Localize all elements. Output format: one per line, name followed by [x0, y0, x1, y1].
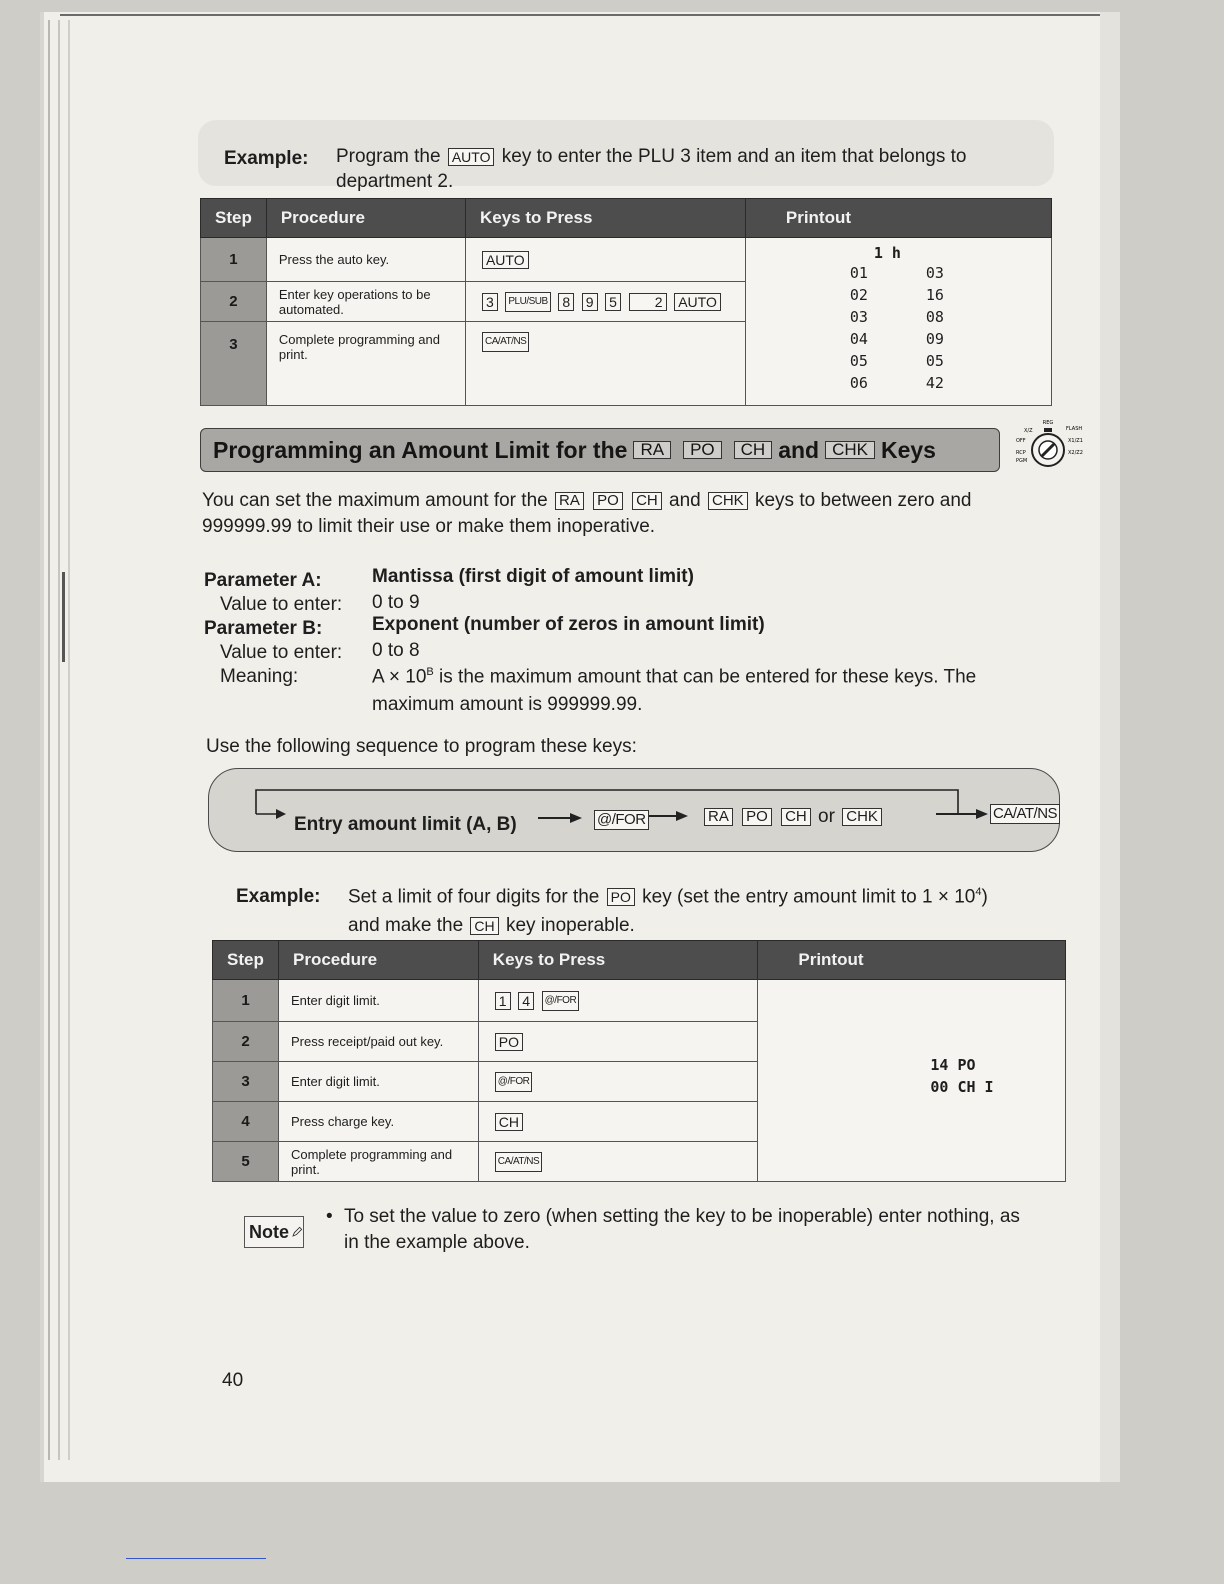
svg-text:PGM: PGM [1016, 458, 1028, 464]
ch-key: CH [734, 441, 773, 459]
po-key: PO [683, 441, 722, 459]
parameter-b-desc: Exponent (number of zeros in amount limit) [372, 614, 765, 635]
table-row: 1 Press the auto key. AUTO 1 h 01 03 02 16 03 08 04 09 05 05 06 42 [201, 238, 1052, 282]
parameter-b-value: 0 to 8 [372, 640, 420, 661]
section-heading: Programming an Amount Limit for the RA PO CH and CHK Keys [200, 428, 1000, 472]
table-row: 5 Complete programming and print. CA/AT/NS [213, 1142, 1066, 1182]
parameter-a-desc: Mantissa (first digit of amount limit) [372, 566, 694, 587]
sequence-intro: Use the following sequence to program these keys: [206, 736, 637, 757]
table-header-row [201, 199, 1052, 238]
table-row: 1 Enter digit limit. 1 4 @/FOR 14 PO 00 CH I [213, 980, 1066, 1022]
printout-receipt: 1 h 01 03 02 16 03 08 04 09 05 05 06 42 [745, 238, 1051, 406]
svg-text:FLASH: FLASH [1066, 426, 1083, 432]
ch-key: CH [781, 808, 811, 826]
mode-switch-icon [1010, 416, 1086, 476]
step-header: Step [201, 199, 267, 238]
printout-header: Printout [758, 941, 1066, 980]
parameter-b-label: Parameter B: [204, 618, 323, 639]
note-text: • To set the value to zero (when setting the key to be inoperable) enter nothing, as in the example above. [326, 1206, 1020, 1253]
steps-table [212, 940, 1066, 1182]
svg-text:X/Z: X/Z [1024, 428, 1033, 434]
example-text: Set a limit of four digits for the PO key (set the entry amount limit to $1 \times 10^4$) and make the CH key inoperable. [348, 886, 988, 937]
svg-text:REG: REG [1042, 420, 1054, 426]
parameter-a-label: Parameter A: [204, 570, 322, 591]
ch-key: CH [470, 917, 498, 935]
printout-header: Printout [745, 199, 1051, 238]
keys-header: Keys to Press [478, 941, 758, 980]
po-key: PO [742, 808, 772, 826]
steps-table [200, 198, 1052, 406]
page-edge [58, 20, 60, 1460]
step-header: Step [213, 941, 279, 980]
po-key: PO [607, 888, 635, 906]
svg-text:X2/Z2: X2/Z2 [1068, 450, 1083, 456]
ra-key: RA [704, 808, 733, 826]
note-label: Note [244, 1216, 304, 1248]
table-row: 4 Press charge key. CH [213, 1102, 1066, 1142]
page-number: 40 [222, 1370, 244, 1391]
table-row: 3 Complete programming and print. CA/AT/NS [201, 322, 1052, 406]
margin-mark [62, 572, 65, 662]
svg-text:X1/Z1: X1/Z1 [1068, 438, 1083, 444]
chk-key: CHK [842, 808, 882, 826]
svg-text:RCP: RCP [1016, 450, 1026, 456]
table-row: 2 Press receipt/paid out key. PO [213, 1022, 1066, 1062]
pencil-icon [291, 1223, 303, 1241]
intro-paragraph: You can set the maximum amount for the RA PO CH and CHK keys to between zero and 999999.99 to limit their use or make them inoperative. [202, 490, 972, 537]
keys-header: Keys to Press [465, 199, 745, 238]
printout-receipt: 14 PO 00 CH I [758, 980, 1066, 1182]
page-edge [68, 20, 70, 1460]
for-key: @/FOR [594, 810, 649, 830]
table-header-row [213, 941, 1066, 980]
auto-key: AUTO [448, 148, 495, 166]
meaning-text: $A \times 10^B$ is the maximum amount that can be entered for these keys. The maximum amount is 999999.99. [372, 666, 977, 716]
ca-at-ns-key: CA/AT/NS [990, 804, 1060, 824]
example-label: Example: [236, 886, 321, 907]
procedure-header: Procedure [266, 199, 465, 238]
chk-key: CHK [825, 441, 875, 459]
page-edge [48, 20, 50, 1460]
entry-amount-label: Entry amount limit (A, B) [294, 814, 517, 835]
example-text: Program the AUTO key to enter the PLU 3 item and an item that belongs to department 2. [336, 146, 967, 192]
ra-key: RA [633, 441, 671, 459]
footer-link-underline [126, 1558, 266, 1559]
table-row: 3 Enter digit limit. @/FOR [213, 1062, 1066, 1102]
parameter-a-value: 0 to 9 [372, 592, 420, 613]
table-row: 2 Enter key operations to be automated. 3 PLU/SUB 8 9 5 2 AUTO [201, 282, 1052, 322]
page-top-border [60, 14, 1100, 16]
page-gutter-shadow [1100, 12, 1120, 1482]
procedure-header: Procedure [278, 941, 478, 980]
svg-text:OFF: OFF [1016, 438, 1026, 444]
example-label: Example: [224, 148, 309, 169]
auto-key: AUTO [482, 251, 529, 269]
